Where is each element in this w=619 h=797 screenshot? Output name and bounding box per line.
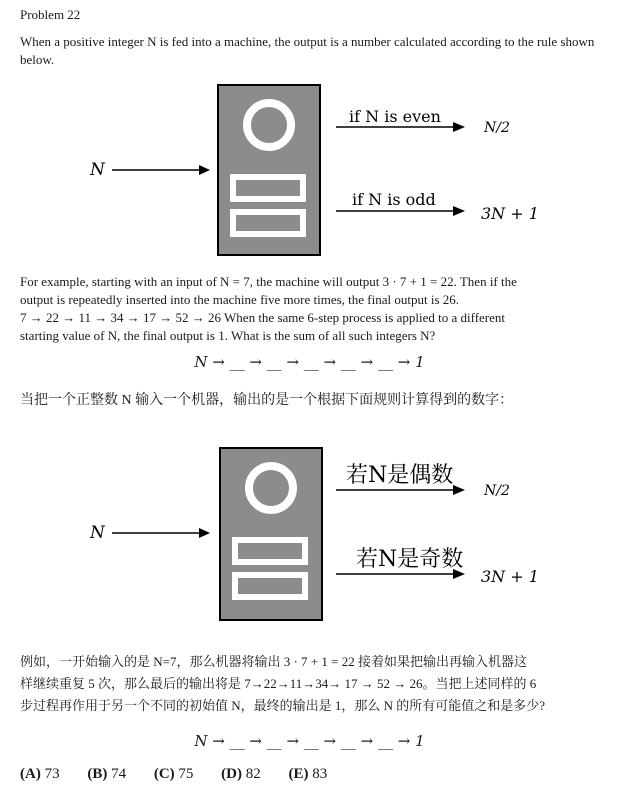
chain-en: N → __ → __ → __ → __ → __ → 1 — [194, 353, 425, 371]
problem-title: Problem 22 — [20, 7, 81, 22]
machine-slot-top — [233, 177, 303, 199]
example-chinese — [20, 651, 605, 717]
even-arrowhead — [453, 122, 465, 132]
machine-diagram-zh — [0, 440, 619, 625]
machine-slot-bottom — [233, 212, 303, 234]
even-label-zh: 若N是偶数 — [346, 463, 454, 488]
odd-output: 3N + 1 — [481, 204, 539, 223]
intro-english: When a positive integer N is fed into a machine, the output is a number calculated according to the rule shown below. — [20, 34, 595, 67]
odd-label: if N is odd — [352, 190, 436, 209]
choice-a[interactable]: (A) 73 — [20, 766, 60, 782]
odd-output-zh: 3N + 1 — [481, 567, 539, 586]
example-zh-line1: 例如，一开始输入的是 N=7，那么机器将输出 3 · 7 + 1 = 22 接着如果把输出再输入机器这 — [20, 654, 527, 669]
chain-zh: N → __ → __ → __ → __ → __ → 1 — [194, 732, 425, 750]
choice-d[interactable]: (D) 82 — [221, 766, 261, 782]
choice-b[interactable]: (B) 74 — [87, 766, 127, 782]
input-arrowhead-zh — [199, 528, 210, 538]
even-arrowhead-zh — [453, 485, 465, 495]
input-label-zh: N — [90, 523, 105, 543]
example-en-line2: output is repeatedly inserted into the machine five more times, the final output is 26. — [20, 292, 460, 307]
machine-slot-top-zh — [235, 540, 305, 562]
choice-e[interactable]: (E) 83 — [288, 766, 328, 782]
even-output-zh: N/2 — [484, 483, 510, 499]
even-label: if N is even — [349, 107, 441, 126]
odd-arrowhead — [453, 206, 465, 216]
answer-choices — [20, 766, 351, 783]
example-zh-line3: 步过程再作用于另一个不同的初始值 N，最终的输出是 1，那么 N 的所有可能值之和是多少? — [20, 698, 546, 713]
machine-slot-bottom-zh — [235, 575, 305, 597]
choice-c[interactable]: (C) 75 — [153, 766, 194, 782]
example-english — [20, 273, 605, 345]
even-output: N/2 — [484, 120, 510, 136]
odd-label-zh: 若N是奇数 — [356, 547, 464, 572]
intro-chinese: 当把一个正整数 N 输入一个机器，输出的是一个根据下面规则计算得到的数字： — [20, 393, 514, 408]
example-en-line1: For example, starting with an input of N = 7, the machine will output 3 · 7 + 1 = 22. Then if the — [20, 274, 517, 289]
example-en-line3: 7 → 22 → 11 → 34 → 17 → 52 → 26 When the same 6-step process is applied to a different — [20, 310, 506, 325]
example-zh-line2: 样继续重复 5 次，那么最后的输出将是 7→22→11→34→ 17 → 52 → 26。当把上述同样的 6 — [20, 676, 537, 691]
input-arrowhead — [199, 165, 210, 175]
input-label: N — [90, 160, 105, 180]
machine-diagram-en — [0, 80, 619, 260]
example-en-line4: starting value of N, the final output is 1. What is the sum of all such integers N? — [20, 328, 436, 343]
